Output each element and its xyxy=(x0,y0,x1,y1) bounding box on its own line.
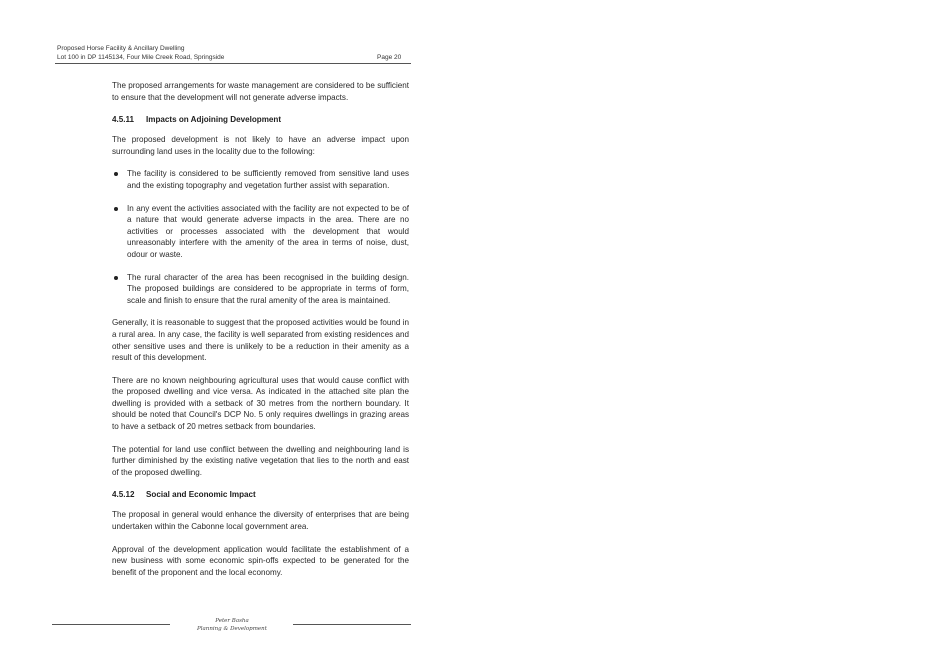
body-paragraph: Generally, it is reasonable to suggest that the proposed activities would be found in a rural area. In any case, the facility is well separated from existing residences and other sensitive uses and there is unlikely to be a reduction in their amenity as a result of this development. xyxy=(112,318,409,363)
body-paragraph: Approval of the development application would facilitate the establishment of a new business with some economic spin-offs expected to be generated for the benefit of the proponent and the local economy. xyxy=(112,544,409,577)
body-paragraph: There are no known neighbouring agricultural uses that would cause conflict with the proposed dwelling and vice versa. As indicated in the attached site plan the dwelling is provided with a setback of 30 metres from the northern boundary. It should be noted that Council's DCP No. 5 only requires dwellings in grazing areas to have a setback of 20 metres setback from boundaries. xyxy=(112,375,409,432)
bullet-text: The rural character of the area has been recognised in the building design. The proposed buildings are considered to be appropriate in terms of form, scale and finish to ensure that the rural amenity of the area is maintained. xyxy=(127,272,409,305)
intro-paragraph: The proposed arrangements for waste management are considered to be sufficient to ensure that the development will not generate adverse impacts. xyxy=(112,81,409,102)
footer-divider-left xyxy=(52,624,170,625)
bullet-text: The facility is considered to be sufficiently removed from sensitive land uses and the existing topography and vegetation further assist with separation. xyxy=(127,169,409,190)
section-heading-4-5-11 xyxy=(112,114,409,125)
bullet-icon xyxy=(114,276,118,280)
bullet-text: In any event the activities associated with the facility are not expected to be of a nature that would generate adverse impacts in the area. There are no activities or processes associated with the development that would unreasonably interfere with the amenity of the area in terms of noise, dust, odour or waste. xyxy=(127,203,409,259)
bullet-item xyxy=(112,272,409,307)
bullet-item xyxy=(112,168,409,191)
section-number: 4.5.11 xyxy=(112,115,135,125)
footer-name: Peter Basha xyxy=(215,618,249,624)
page-number: Page 20 xyxy=(377,54,402,61)
footer-tagline: Planning & Development xyxy=(197,626,267,632)
footer-signature xyxy=(195,617,269,633)
section-lead-paragraph: The proposed development is not likely to have an adverse impact upon surrounding land uses in the locality due to the following: xyxy=(112,135,409,156)
header-divider xyxy=(55,63,411,64)
section-heading-4-5-12 xyxy=(112,489,409,500)
section-number: 4.5.12 xyxy=(112,490,135,500)
footer-divider-right xyxy=(293,624,411,625)
bullet-icon xyxy=(114,172,118,176)
header-site-address: Lot 100 in DP 1145134, Four Mile Creek Road, Springside xyxy=(57,54,225,61)
section-title: Social and Economic Impact xyxy=(146,490,256,500)
bullet-item xyxy=(112,203,409,261)
body-paragraph: The proposal in general would enhance the diversity of enterprises that are being undertaken within the Cabonne local government area. xyxy=(112,510,409,532)
page-body xyxy=(112,80,409,589)
impact-bullet-list xyxy=(112,168,409,306)
header-document-title: Proposed Horse Facility & Ancillary Dwelling xyxy=(57,45,185,52)
body-paragraph: The potential for land use conflict between the dwelling and neighbouring land is further diminished by the existing native vegetation that lies to the north and east of the proposed dwelling. xyxy=(112,444,409,477)
bullet-icon xyxy=(114,207,118,211)
section-title: Impacts on Adjoining Development xyxy=(146,115,282,125)
